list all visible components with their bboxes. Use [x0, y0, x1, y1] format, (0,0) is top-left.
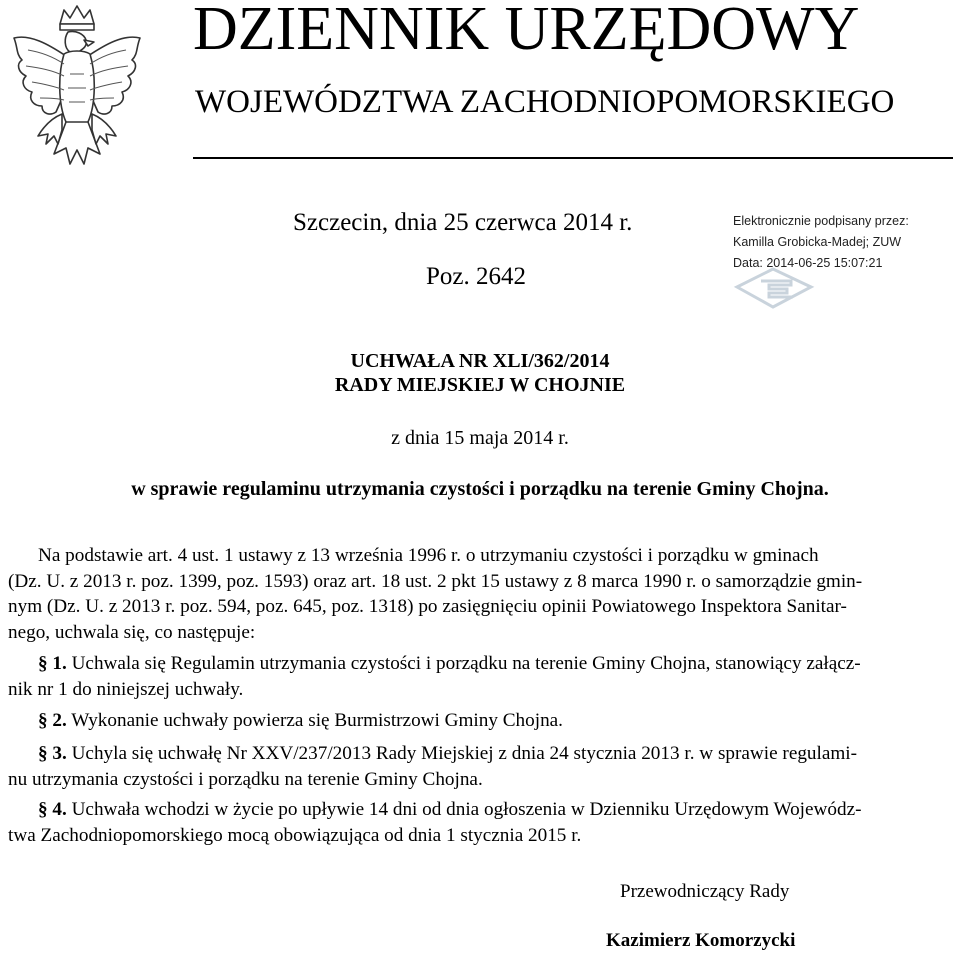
preamble-line: Na podstawie art. 4 ust. 1 ustawy z 13 września 1996 r. o utrzymaniu czystości i porządku w gminach	[38, 545, 819, 566]
chair-name: Kazimierz Komorzycki	[606, 930, 796, 951]
resolution-date: z dnia 15 maja 2014 r.	[391, 427, 569, 449]
resolution-title	[0, 349, 960, 397]
section-text: Uchwała wchodzi w życie po upływie 14 dni od dnia ogłoszenia w Dzienniku Urzędowym Wojewódz-	[66, 799, 862, 820]
position-number: Poz. 2642	[426, 263, 526, 290]
masthead-divider	[193, 157, 953, 159]
section-text: twa Zachodniopomorskiego mocą obowiązująca od dnia 1 stycznia 2015 r.	[8, 824, 582, 846]
section-text: Uchwala się Regulamin utrzymania czystości i porządku na terenie Gminy Chojna, stanowiący załącz-	[66, 653, 861, 674]
electronic-signature	[733, 211, 953, 311]
section-4	[8, 797, 950, 848]
section-3	[8, 741, 950, 792]
preamble	[8, 543, 950, 646]
section-2	[8, 708, 950, 734]
signature-label: Elektronicznie podpisany przez:	[733, 214, 909, 228]
signature-date: Data: 2014-06-25 15:07:21	[733, 256, 883, 270]
section-text: nik nr 1 do niniejszej uchwały.	[8, 678, 244, 700]
section-mark: § 1.	[38, 653, 67, 674]
section-mark: § 4.	[38, 799, 67, 820]
section-text: nu utrzymania czystości i porządku na terenie Gminy Chojna.	[8, 768, 483, 790]
section-text: Uchyla się uchwałę Nr XXV/237/2013 Rady Miejskiej z dnia 24 stycznia 2013 r. w sprawie regulami-	[66, 743, 858, 764]
signature-signer: Kamilla Grobicka-Madej; ZUW	[733, 235, 902, 249]
place-and-date: Szczecin, dnia 25 czerwca 2014 r.	[293, 209, 633, 236]
resolution-number: UCHWAŁA NR XLI/362/2014	[350, 350, 610, 372]
journal-title: DZIENNIK URZĘDOWY	[193, 0, 860, 63]
voivodeship-subtitle: WOJEWÓDZTWA ZACHODNIOPOMORSKIEGO	[195, 84, 895, 120]
section-text: Wykonanie uchwały powierza się Burmistrzowi Gminy Chojna.	[66, 710, 563, 731]
preamble-line: nym (Dz. U. z 2013 r. poz. 594, poz. 645, poz. 1318) po zasięgnięciu opinii Powiatowego Inspektora Sanitar-	[8, 596, 847, 618]
section-1	[8, 651, 950, 702]
resolution-council: RADY MIEJSKIEJ W CHOJNIE	[334, 374, 626, 396]
section-mark: § 3.	[38, 743, 67, 764]
chair-title: Przewodniczący Rady	[620, 881, 790, 902]
resolution-subject: w sprawie regulaminu utrzymania czystości i porządku na terenie Gminy Chojna.	[131, 478, 829, 500]
section-mark: § 2.	[38, 710, 67, 731]
polish-eagle-emblem-icon	[8, 4, 146, 170]
preamble-line: nego, uchwala się, co następuje:	[8, 622, 256, 644]
preamble-line: (Dz. U. z 2013 r. poz. 1399, poz. 1593) oraz art. 18 ust. 2 pkt 15 ustawy z 8 marca 1990 r. o samorządzie gmin-	[8, 570, 863, 592]
